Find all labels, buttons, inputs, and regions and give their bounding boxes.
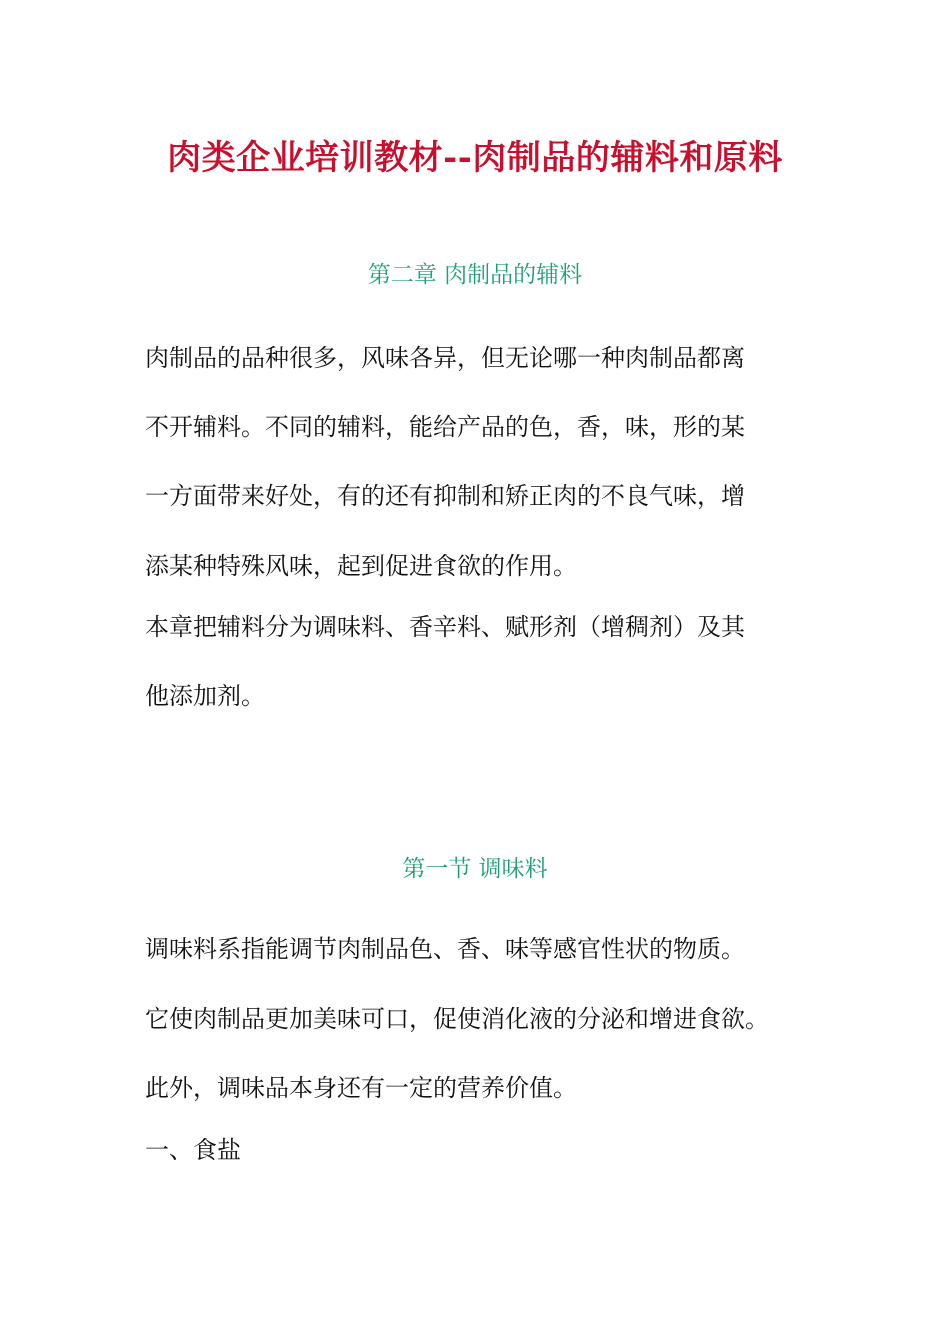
intro-line-4: 添某种特殊风味，起到促进食欲的作用。: [145, 552, 577, 580]
intro-line-6: 他添加剂。: [145, 682, 265, 710]
section-line-2: 它使肉制品更加美味可口，促使消化液的分泌和增进食欲。: [145, 1005, 769, 1033]
document-title: 肉类企业培训教材--肉制品的辅料和原料: [167, 138, 783, 178]
intro-line-5: 本章把辅料分为调味料、香辛料、赋形剂（增稠剂）及其: [145, 613, 745, 641]
section-line-1: 调味料系指能调节肉制品色、香、味等感官性状的物质。: [145, 935, 745, 963]
chapter-heading: 第二章 肉制品的辅料: [367, 262, 583, 288]
section-line-3: 此外，调味品本身还有一定的营养价值。: [145, 1074, 577, 1102]
section-heading: 第一节 调味料: [402, 856, 548, 882]
intro-line-2: 不开辅料。不同的辅料，能给产品的色，香，味，形的某: [145, 413, 745, 441]
subsection-heading-salt: 一、食盐: [145, 1136, 241, 1164]
intro-line-1: 肉制品的品种很多，风味各异，但无论哪一种肉制品都离: [145, 344, 745, 372]
intro-line-3: 一方面带来好处，有的还有抑制和矫正肉的不良气味，增: [145, 482, 745, 510]
